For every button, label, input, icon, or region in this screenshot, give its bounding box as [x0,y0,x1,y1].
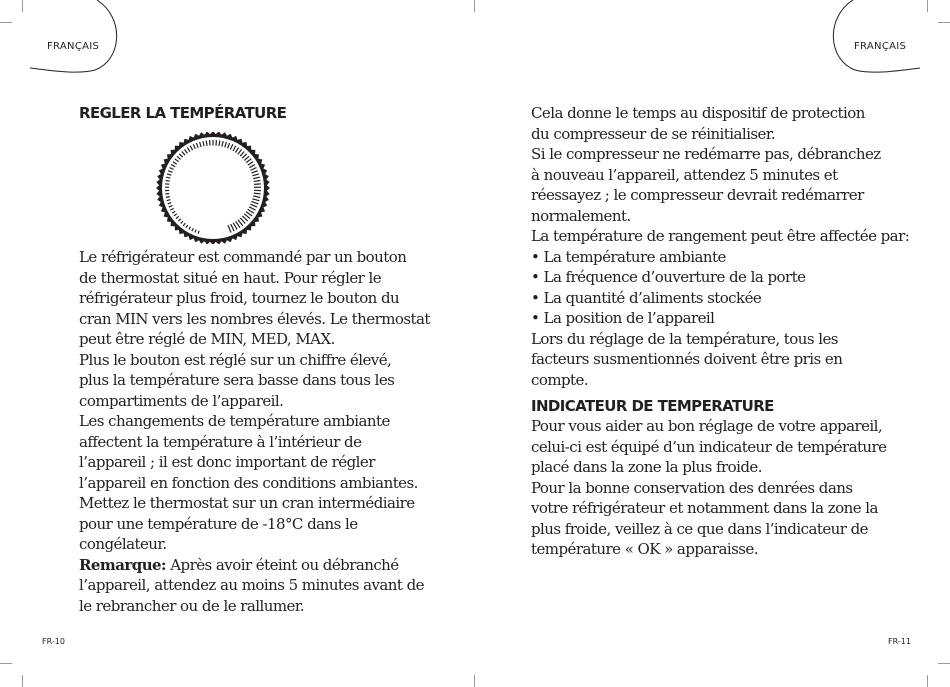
language-label-left: FRANÇAIS [47,41,100,52]
text-line: compartiments de l’appareil. [79,391,284,410]
paragraph [531,416,887,560]
remark-paragraph [79,555,430,617]
page-number-right: FR-11 [888,637,911,646]
text-line: Cela donne le temps au dispositif de protection [531,104,865,122]
text-line: celui-ci est équipé d’un indicateur de température [531,437,887,456]
text-line: facteurs susmentionnés doivent être pris en [531,350,843,368]
text-line: La température de rangement peut être affectée par: [531,227,910,245]
text-line: cran MIN vers les nombres élevés. Le thermostat [79,309,430,328]
text-line: réfrigérateur plus froid, tournez le bouton du [79,289,400,307]
right-column-text-top [531,103,909,390]
crop-mark [474,0,475,12]
dial-tick [219,141,220,147]
text-line: Si le compresseur ne redémarre pas, débranchez [531,145,881,163]
paragraph [79,350,430,412]
crop-mark [474,675,475,687]
paragraph [79,411,430,555]
section-heading-set-temperature: REGLER LA TEMPÉRATURE [79,104,287,122]
text-line: affectent la température à l’intérieur de [79,432,362,451]
bullet-item: • La position de l’appareil [531,308,909,329]
text-line: l’appareil, attendez au moins 5 minutes avant de [79,576,424,594]
text-line: votre réfrigérateur et notamment dans la zone la [531,499,878,517]
bullet-list [531,247,909,329]
bullet-item: • La température ambiante [531,247,909,268]
text-line: pour une température de -18°C dans le [79,514,358,533]
remark-label: Remarque: [79,555,167,574]
text-line: à nouveau l’appareil, attendez 5 minutes et [531,165,838,184]
dial-tick [165,194,169,195]
crop-mark [0,663,12,664]
text-line: réessayez ; le compresseur devrait redémarrer [531,186,864,204]
text-line: température « OK » apparaisse. [531,540,758,558]
left-tab-curve [0,0,130,80]
bullet-item: • La quantité d’aliments stockée [531,288,909,309]
crop-mark [938,663,950,664]
text-line: plus froide, veillez à ce que dans l’indicateur de [531,519,868,538]
text-line: l’appareil ; il est donc important de régler [79,453,375,471]
right-tab-curve [820,0,950,80]
text-line: Le réfrigérateur est commandé par un bouton [79,248,407,266]
thermostat-dial-icon [152,132,274,244]
right-column-text-bottom [531,416,887,560]
dial-tick [206,141,207,146]
text-line: compte. [531,370,589,389]
dial-tick [254,184,261,185]
paragraph [79,247,430,350]
bullet-item: • La fréquence d’ouverture de la porte [531,267,909,288]
crop-mark [22,675,23,687]
paragraph [531,329,909,391]
text-line: Pour vous aider au bon réglage de votre appareil, [531,417,883,435]
remark-text: Après avoir éteint ou débranché [166,555,399,574]
text-line: Plus le bouton est réglé sur un chiffre élevé, [79,350,392,369]
text-line: le rebrancher ou de le rallumer. [79,596,305,615]
dial-face [162,137,264,239]
text-line: plus la température sera basse dans tous les [79,371,395,389]
crop-mark [927,675,928,687]
text-line: de thermostat situé en haut. Pour régler le [79,268,382,287]
text-line: Mettez le thermostat sur un cran intermédiaire [79,494,415,512]
language-label-right: FRANÇAIS [854,41,907,52]
section-heading-temperature-indicator: INDICATEUR DE TEMPERATURE [531,397,774,415]
text-line: congélateur. [79,535,167,553]
text-line: Lors du réglage de la température, tous les [531,329,838,348]
text-line: placé dans la zone la plus froide. [531,458,762,476]
paragraph [531,103,909,247]
left-column-text [79,247,430,616]
text-line: du compresseur de se réinitialiser. [531,124,776,143]
text-line: normalement. [531,206,631,225]
text-line: Les changements de température ambiante [79,412,390,430]
page-number-left: FR-10 [42,637,65,646]
text-line: l’appareil en fonction des conditions ambiantes. [79,473,418,492]
dial-tick [166,181,170,182]
text-line: Pour la bonne conservation des denrées dans [531,478,853,497]
text-line: peut être réglé de MIN, MED, MAX. [79,330,335,348]
text-line [79,555,430,576]
dial-tick [166,197,170,198]
